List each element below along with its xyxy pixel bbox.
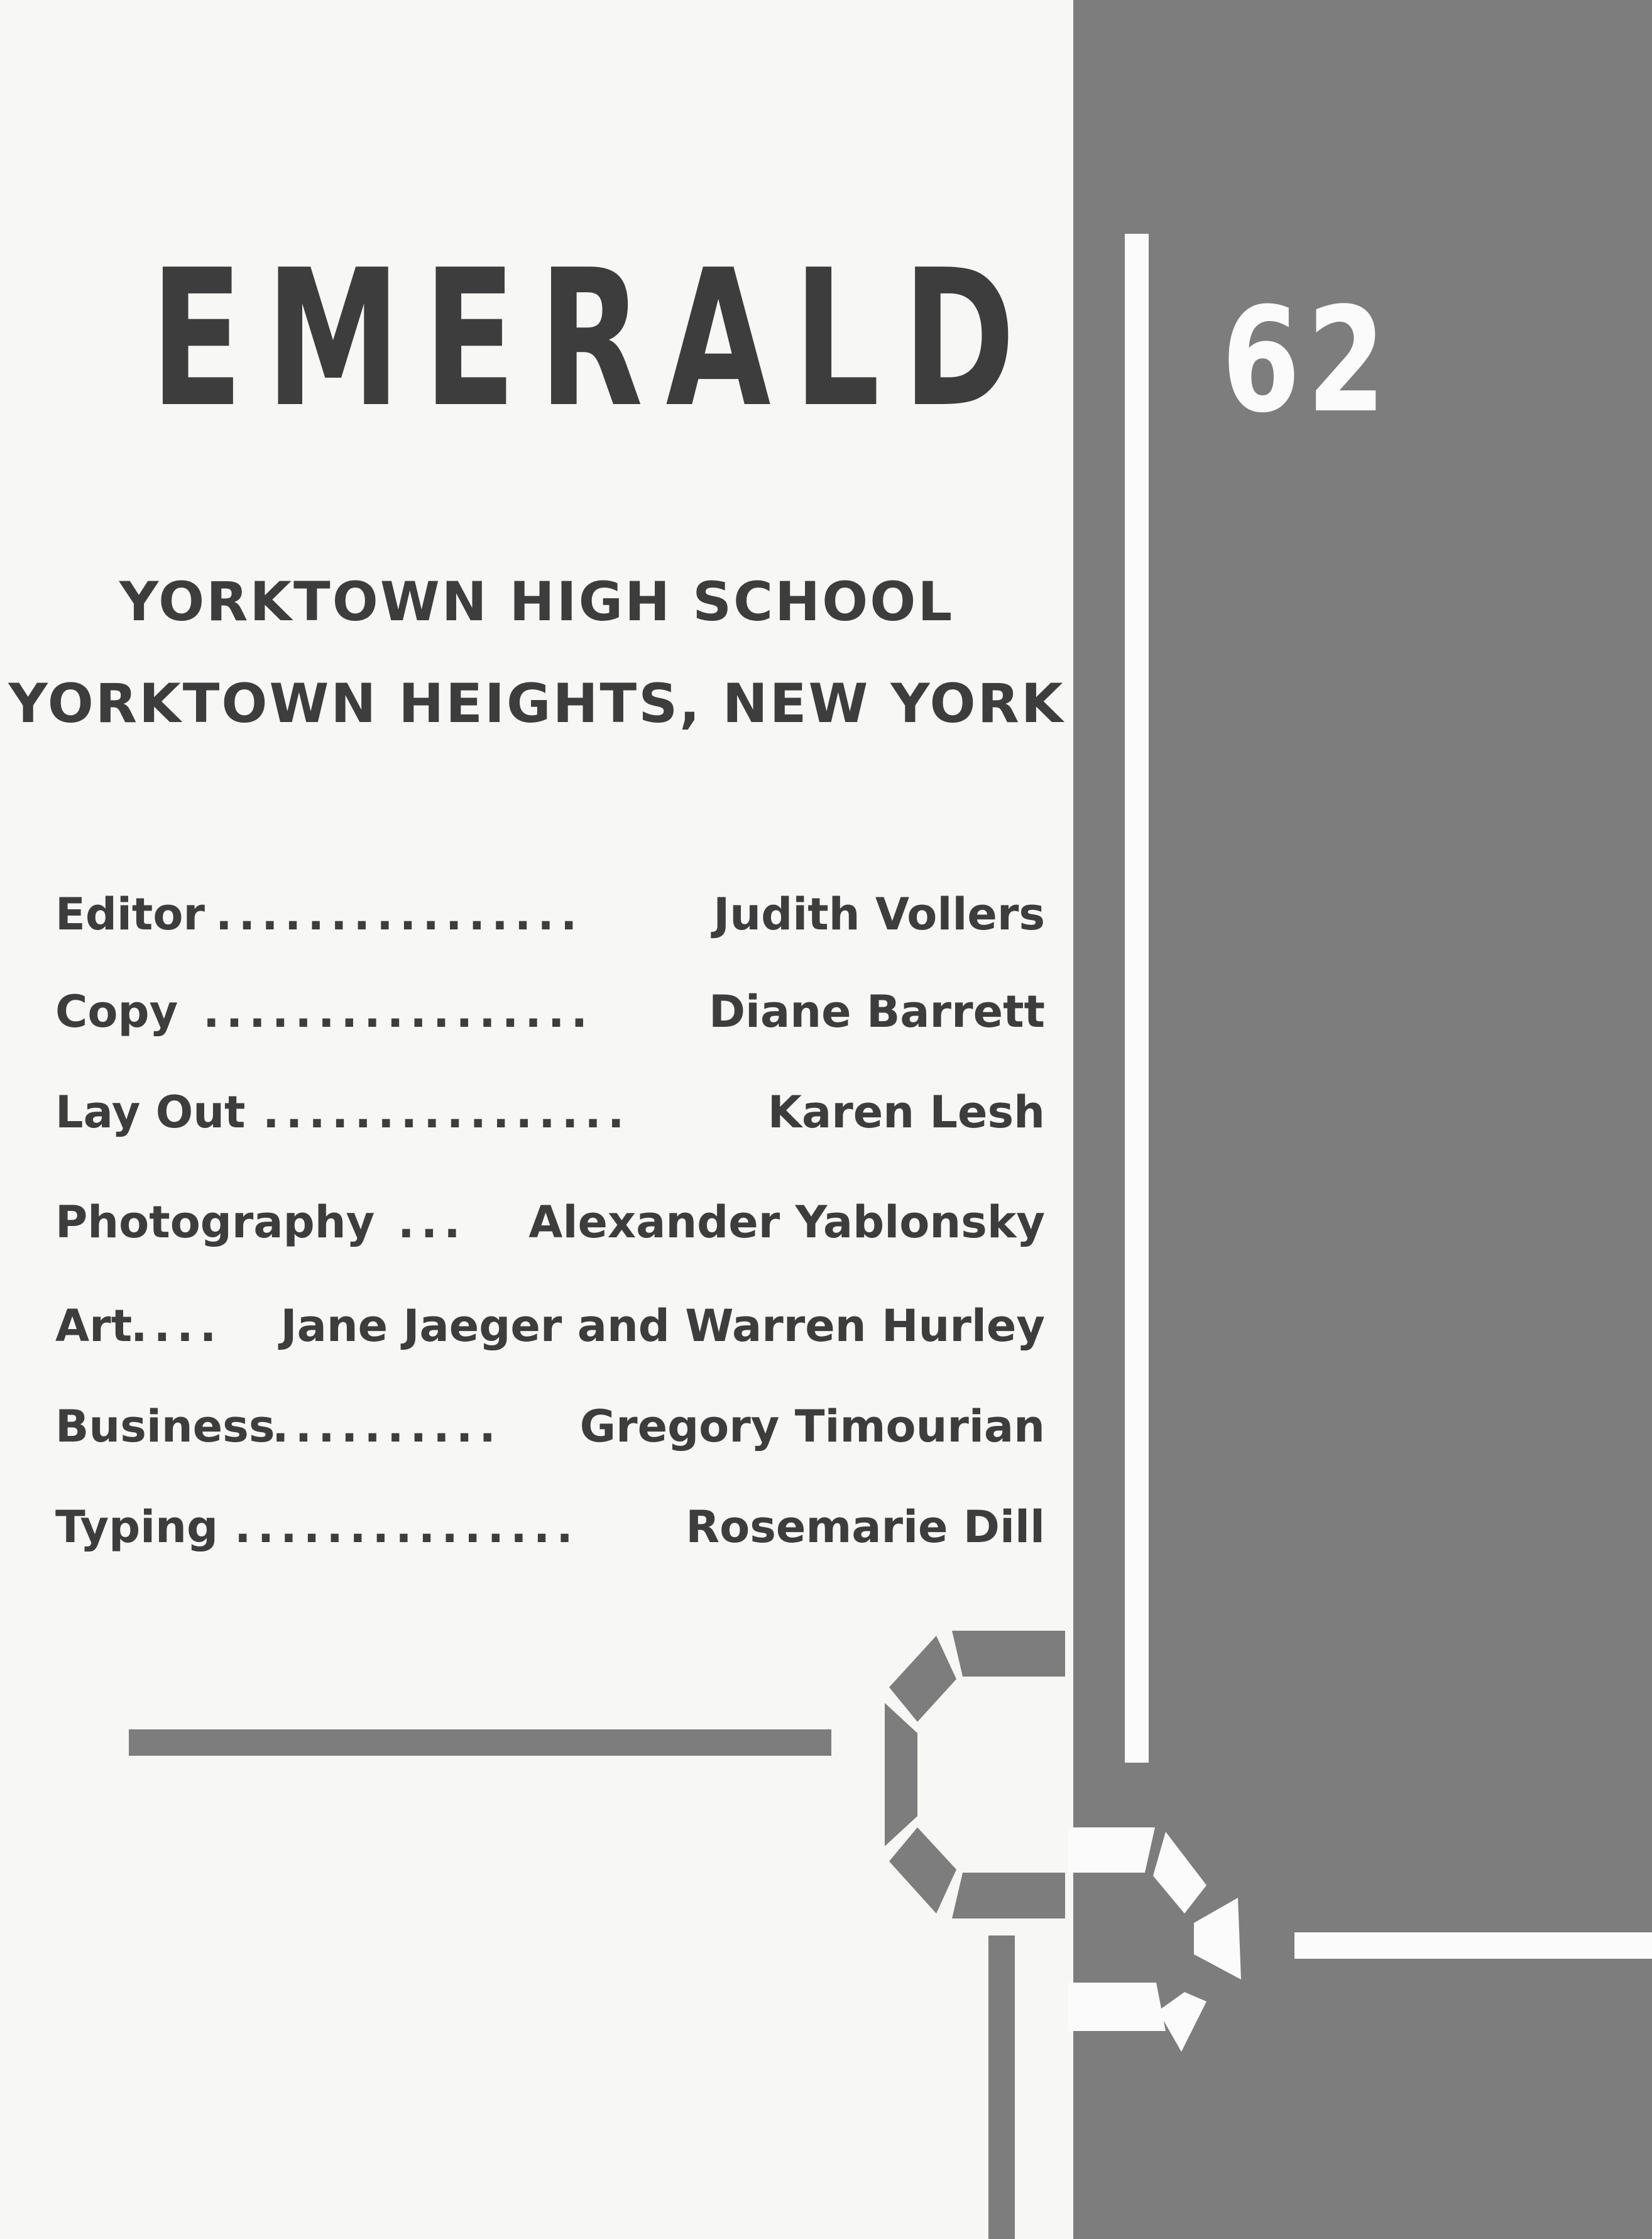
- staff-role: Art: [55, 1300, 133, 1352]
- staff-name: Rosemarie Dill: [686, 1501, 1045, 1553]
- staff-name: Diane Barrett: [708, 986, 1045, 1037]
- dot-leader: .................: [203, 986, 594, 1037]
- dot-leader: ...............: [234, 1501, 579, 1553]
- staff-name: Alexander Yablonsky: [528, 1196, 1045, 1248]
- horizontal-white-bar: [1294, 1932, 1652, 1959]
- staff-name: Karen Lesh: [767, 1087, 1045, 1138]
- yearbook-year: 62: [1222, 277, 1392, 445]
- dot-leader: ....: [131, 1300, 223, 1352]
- emerald-gem-left: [885, 1631, 1065, 1919]
- school-location: YORKTOWN HEIGHTS, NEW YORK: [8, 672, 1065, 735]
- staff-name: Gregory Timourian: [579, 1401, 1045, 1452]
- staff-name: Judith Vollers: [713, 889, 1045, 940]
- dot-leader: ................: [263, 1087, 631, 1138]
- dot-leader: ..........: [272, 1401, 502, 1452]
- dot-leader: ...: [398, 1196, 467, 1248]
- emerald-gem-right: [1068, 1827, 1241, 2052]
- staff-name: Jane Jaeger and Warren Hurley: [280, 1300, 1045, 1352]
- horizontal-gray-bar: [129, 1729, 831, 1756]
- staff-role: Business: [55, 1401, 275, 1452]
- staff-role: Typing: [55, 1501, 219, 1553]
- yearbook-title: EMERALD: [150, 229, 1038, 449]
- staff-role: Lay Out: [55, 1087, 246, 1138]
- dot-leader: ................: [216, 889, 584, 940]
- staff-role: Editor: [55, 889, 205, 940]
- staff-role: Copy: [55, 986, 178, 1037]
- vertical-white-bar: [1125, 234, 1149, 1763]
- staff-role: Photography: [55, 1196, 375, 1248]
- school-name: YORKTOWN HIGH SCHOOL: [119, 571, 955, 633]
- vertical-gray-bar: [988, 1935, 1015, 2239]
